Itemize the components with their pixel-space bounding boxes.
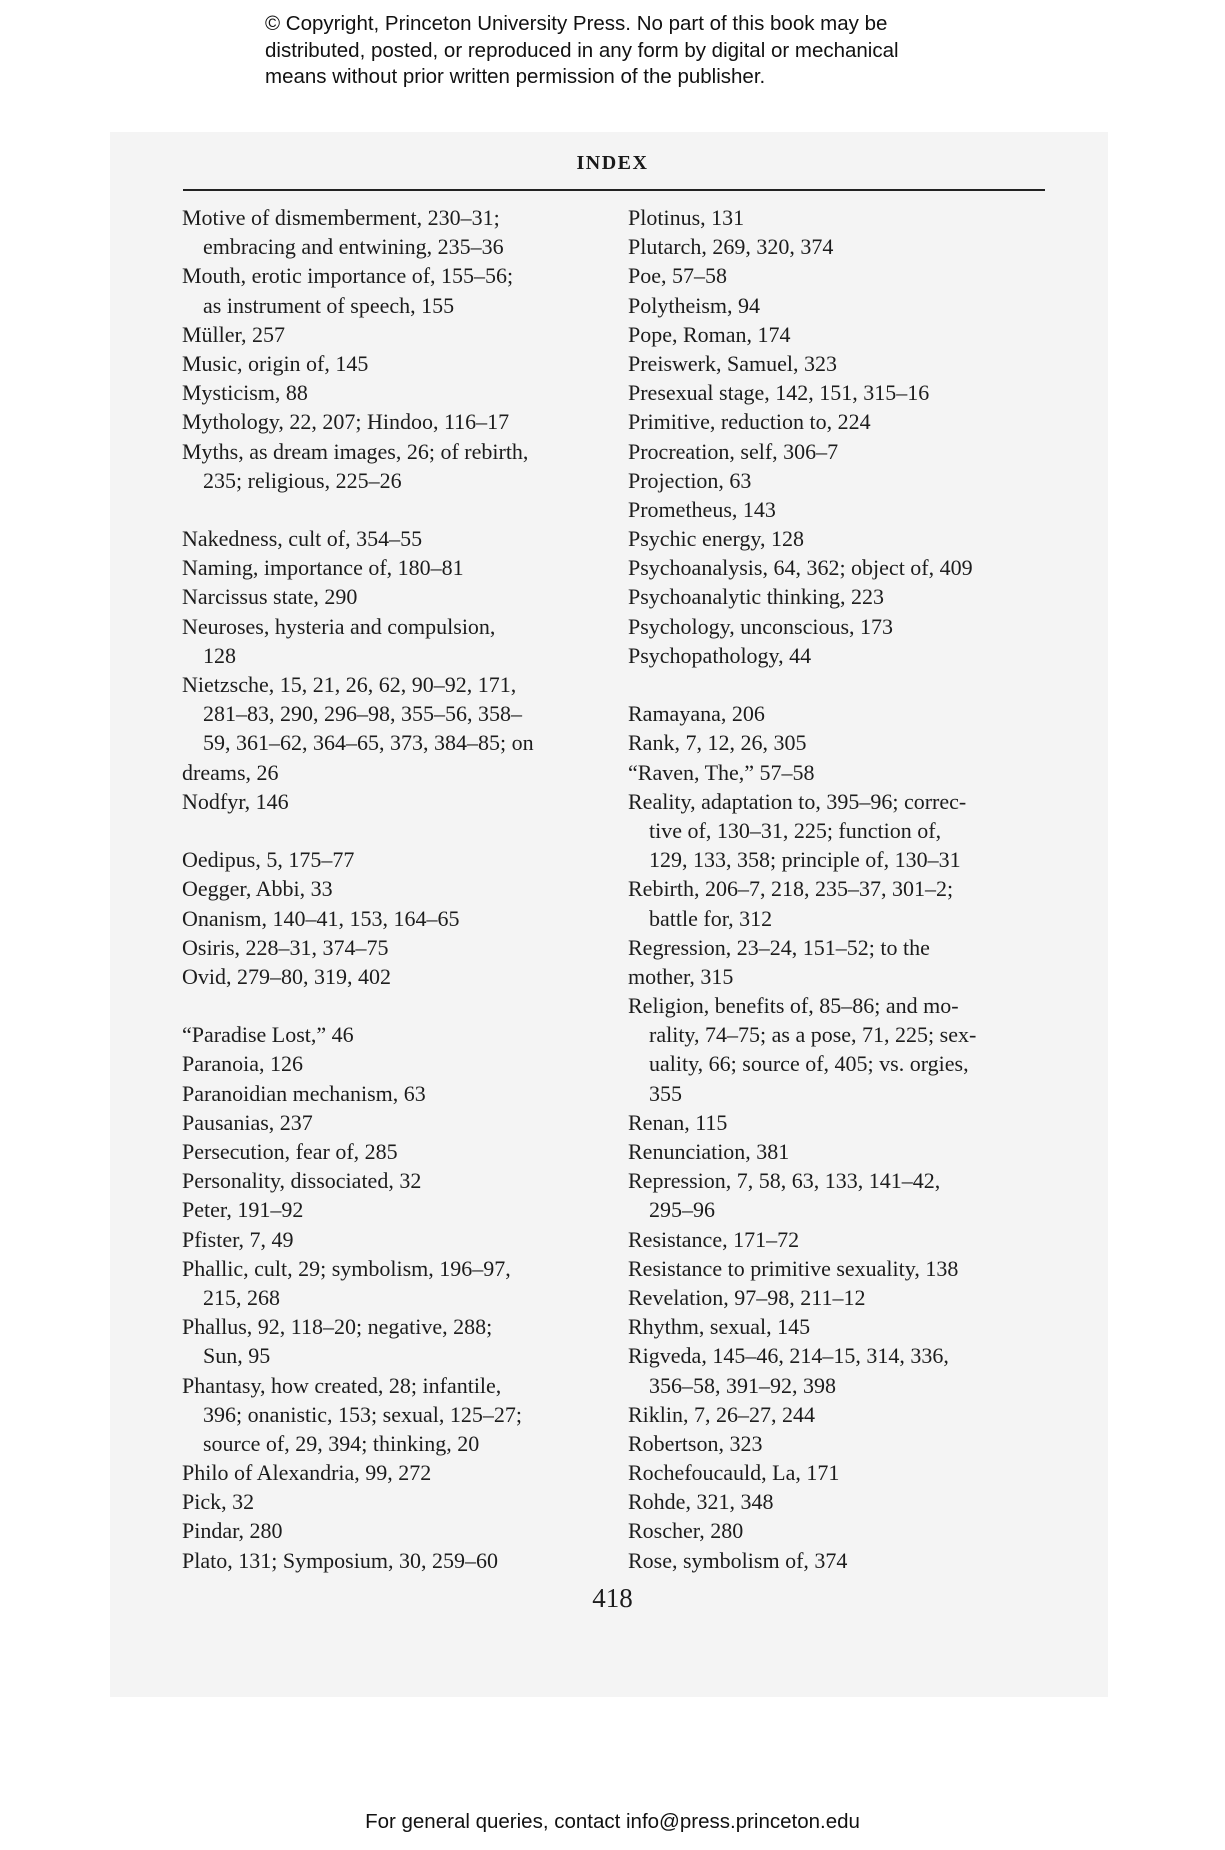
- index-entry: Pope, Roman, 174: [628, 321, 791, 347]
- index-entry: Rebirth, 206–7, 218, 235–37, 301–2;: [628, 876, 954, 902]
- index-entry: Paranoidian mechanism, 63: [182, 1080, 426, 1106]
- index-entry: Personality, dissociated, 32: [182, 1168, 422, 1194]
- index-entry: Preiswerk, Samuel, 323: [628, 350, 837, 376]
- index-entry: Pick, 32: [182, 1489, 255, 1515]
- index-entry: Resistance to primitive sexuality, 138: [628, 1255, 959, 1281]
- index-entry-continuation: 355: [649, 1080, 682, 1106]
- index-entry: Plato, 131; Symposium, 30, 259–60: [182, 1547, 498, 1573]
- index-entry: mother, 315: [628, 963, 734, 989]
- index-entry-continuation: uality, 66; source of, 405; vs. orgies,: [649, 1051, 969, 1077]
- footer-contact: For general queries, contact info@press.princeton.edu: [365, 1810, 860, 1833]
- index-entry: Rochefoucauld, La, 171: [628, 1460, 840, 1486]
- index-letter-gap: [628, 670, 1048, 699]
- index-entry: Religion, benefits of, 85–86; and mo-: [628, 993, 959, 1019]
- index-entry: Nietzsche, 15, 21, 26, 62, 90–92, 171,: [182, 672, 517, 697]
- index-entry: Persecution, fear of, 285: [182, 1139, 398, 1164]
- index-entry: Psychopathology, 44: [628, 642, 812, 668]
- index-entry: Music, origin of, 145: [182, 350, 369, 376]
- index-entry: Revelation, 97–98, 211–12: [628, 1284, 866, 1310]
- index-entry: Oegger, Abbi, 33: [182, 876, 333, 902]
- index-entry: Primitive, reduction to, 224: [628, 409, 871, 435]
- index-entry-continuation: battle for, 312: [649, 905, 773, 931]
- index-entry: Müller, 257: [182, 321, 285, 347]
- index-entry-continuation: source of, 29, 394; thinking, 20: [203, 1430, 480, 1456]
- index-entry: Psychology, unconscious, 173: [628, 613, 894, 639]
- index-entry: Philo of Alexandria, 99, 272: [182, 1460, 432, 1486]
- index-entry-continuation: 396; onanistic, 153; sexual, 125–27;: [203, 1401, 522, 1427]
- index-entry: Nodfyr, 146: [182, 788, 289, 814]
- index-entry: Paranoia, 126: [182, 1051, 303, 1077]
- index-entry-continuation: 281–83, 290, 296–98, 355–56, 358–: [203, 701, 522, 727]
- index-entry: Phantasy, how created, 28; infantile,: [182, 1372, 502, 1398]
- index-entry: Robertson, 323: [628, 1430, 763, 1456]
- index-entry-continuation: 59, 361–62, 364–65, 373, 384–85; on: [203, 730, 534, 756]
- index-entry: Ovid, 279–80, 319, 402: [182, 963, 391, 989]
- index-entry: Resistance, 171–72: [628, 1226, 800, 1252]
- index-entry: Repression, 7, 58, 63, 133, 141–42,: [628, 1168, 941, 1194]
- index-entry-continuation: tive of, 130–31, 225; function of,: [649, 817, 942, 843]
- index-entry: “Paradise Lost,” 46: [182, 1022, 354, 1048]
- index-entry: Renan, 115: [628, 1109, 728, 1135]
- index-entry: Narcissus state, 290: [182, 584, 358, 610]
- index-entry: Plutarch, 269, 320, 374: [628, 234, 834, 260]
- index-entry: Rigveda, 145–46, 214–15, 314, 336,: [628, 1343, 949, 1369]
- copyright-notice: [265, 11, 985, 91]
- index-entry: dreams, 26: [182, 759, 279, 785]
- index-entry-continuation: as instrument of speech, 155: [203, 292, 455, 318]
- index-entry: “Raven, The,” 57–58: [628, 759, 815, 785]
- index-entry: Nakedness, cult of, 354–55: [182, 526, 423, 552]
- index-entry: Mouth, erotic importance of, 155–56;: [182, 263, 514, 289]
- index-entry: Pausanias, 237: [182, 1109, 313, 1135]
- index-entry: Mysticism, 88: [182, 380, 308, 406]
- index-entry: Onanism, 140–41, 153, 164–65: [182, 905, 460, 931]
- running-head: INDEX: [576, 152, 649, 174]
- index-letter-gap: [182, 816, 622, 845]
- index-entry: Rank, 7, 12, 26, 305: [628, 730, 807, 756]
- index-entry-continuation: 129, 133, 358; principle of, 130–31: [649, 847, 961, 873]
- index-entry-continuation: 128: [203, 642, 236, 668]
- index-entry-continuation: 235; religious, 225–26: [203, 467, 402, 493]
- page-number: 418: [592, 1583, 633, 1613]
- index-entry: Oedipus, 5, 175–77: [182, 847, 355, 873]
- index-entry-continuation: 356–58, 391–92, 398: [649, 1372, 836, 1398]
- index-entry: Reality, adaptation to, 395–96; correc-: [628, 788, 967, 814]
- index-column-left: [182, 203, 622, 1575]
- index-entry-continuation: rality, 74–75; as a pose, 71, 225; sex-: [649, 1022, 977, 1048]
- index-entry: Psychoanalytic thinking, 223: [628, 584, 885, 610]
- index-entry: Psychoanalysis, 64, 362; object of, 409: [628, 555, 973, 581]
- index-entry: Rhythm, sexual, 145: [628, 1314, 811, 1340]
- index-entry: Presexual stage, 142, 151, 315–16: [628, 380, 930, 406]
- index-entry: Projection, 63: [628, 467, 752, 493]
- index-letter-gap: [182, 495, 622, 524]
- index-entry: Naming, importance of, 180–81: [182, 555, 464, 581]
- index-letter-gap: [182, 991, 622, 1020]
- index-entry: Myths, as dream images, 26; of rebirth,: [182, 438, 529, 464]
- index-entry: Ramayana, 206: [628, 701, 765, 727]
- index-entry: Procreation, self, 306–7: [628, 438, 839, 464]
- index-entry: Plotinus, 131: [628, 205, 745, 230]
- copyright-line: © Copyright, Princeton University Press. No part of this book may be: [265, 12, 888, 35]
- index-entry: Prometheus, 143: [628, 496, 776, 522]
- index-entry: Renunciation, 381: [628, 1139, 790, 1164]
- index-entry: Osiris, 228–31, 374–75: [182, 934, 389, 960]
- index-entry: Neuroses, hysteria and compulsion,: [182, 613, 496, 639]
- index-entry: Mythology, 22, 207; Hindoo, 116–17: [182, 409, 510, 435]
- header-rule: [183, 189, 1045, 191]
- index-entry: Pindar, 280: [182, 1518, 283, 1544]
- index-entry: Rohde, 321, 348: [628, 1489, 774, 1515]
- index-entry: Motive of dismemberment, 230–31;: [182, 205, 500, 230]
- index-entry: Phallic, cult, 29; symbolism, 196–97,: [182, 1255, 511, 1281]
- index-entry-continuation: 215, 268: [203, 1284, 280, 1310]
- index-entry: Phallus, 92, 118–20; negative, 288;: [182, 1314, 493, 1340]
- index-entry-continuation: 295–96: [649, 1197, 715, 1223]
- index-column-right: [628, 203, 1048, 1575]
- index-entry-continuation: Sun, 95: [203, 1343, 271, 1369]
- index-entry: Rose, symbolism of, 374: [628, 1547, 848, 1573]
- index-entry-continuation: embracing and entwining, 235–36: [203, 234, 504, 260]
- index-entry: Riklin, 7, 26–27, 244: [628, 1401, 816, 1427]
- index-entry: Peter, 191–92: [182, 1197, 304, 1223]
- index-entry: Regression, 23–24, 151–52; to the: [628, 934, 930, 960]
- index-entry: Psychic energy, 128: [628, 526, 804, 552]
- index-entry: Roscher, 280: [628, 1518, 744, 1544]
- index-entry: Polytheism, 94: [628, 292, 761, 318]
- index-entry: Poe, 57–58: [628, 263, 727, 289]
- index-entry: Pfister, 7, 49: [182, 1226, 294, 1252]
- copyright-line: means without prior written permission of the publisher.: [265, 65, 766, 88]
- copyright-line: distributed, posted, or reproduced in any form by digital or mechanical: [265, 38, 899, 62]
